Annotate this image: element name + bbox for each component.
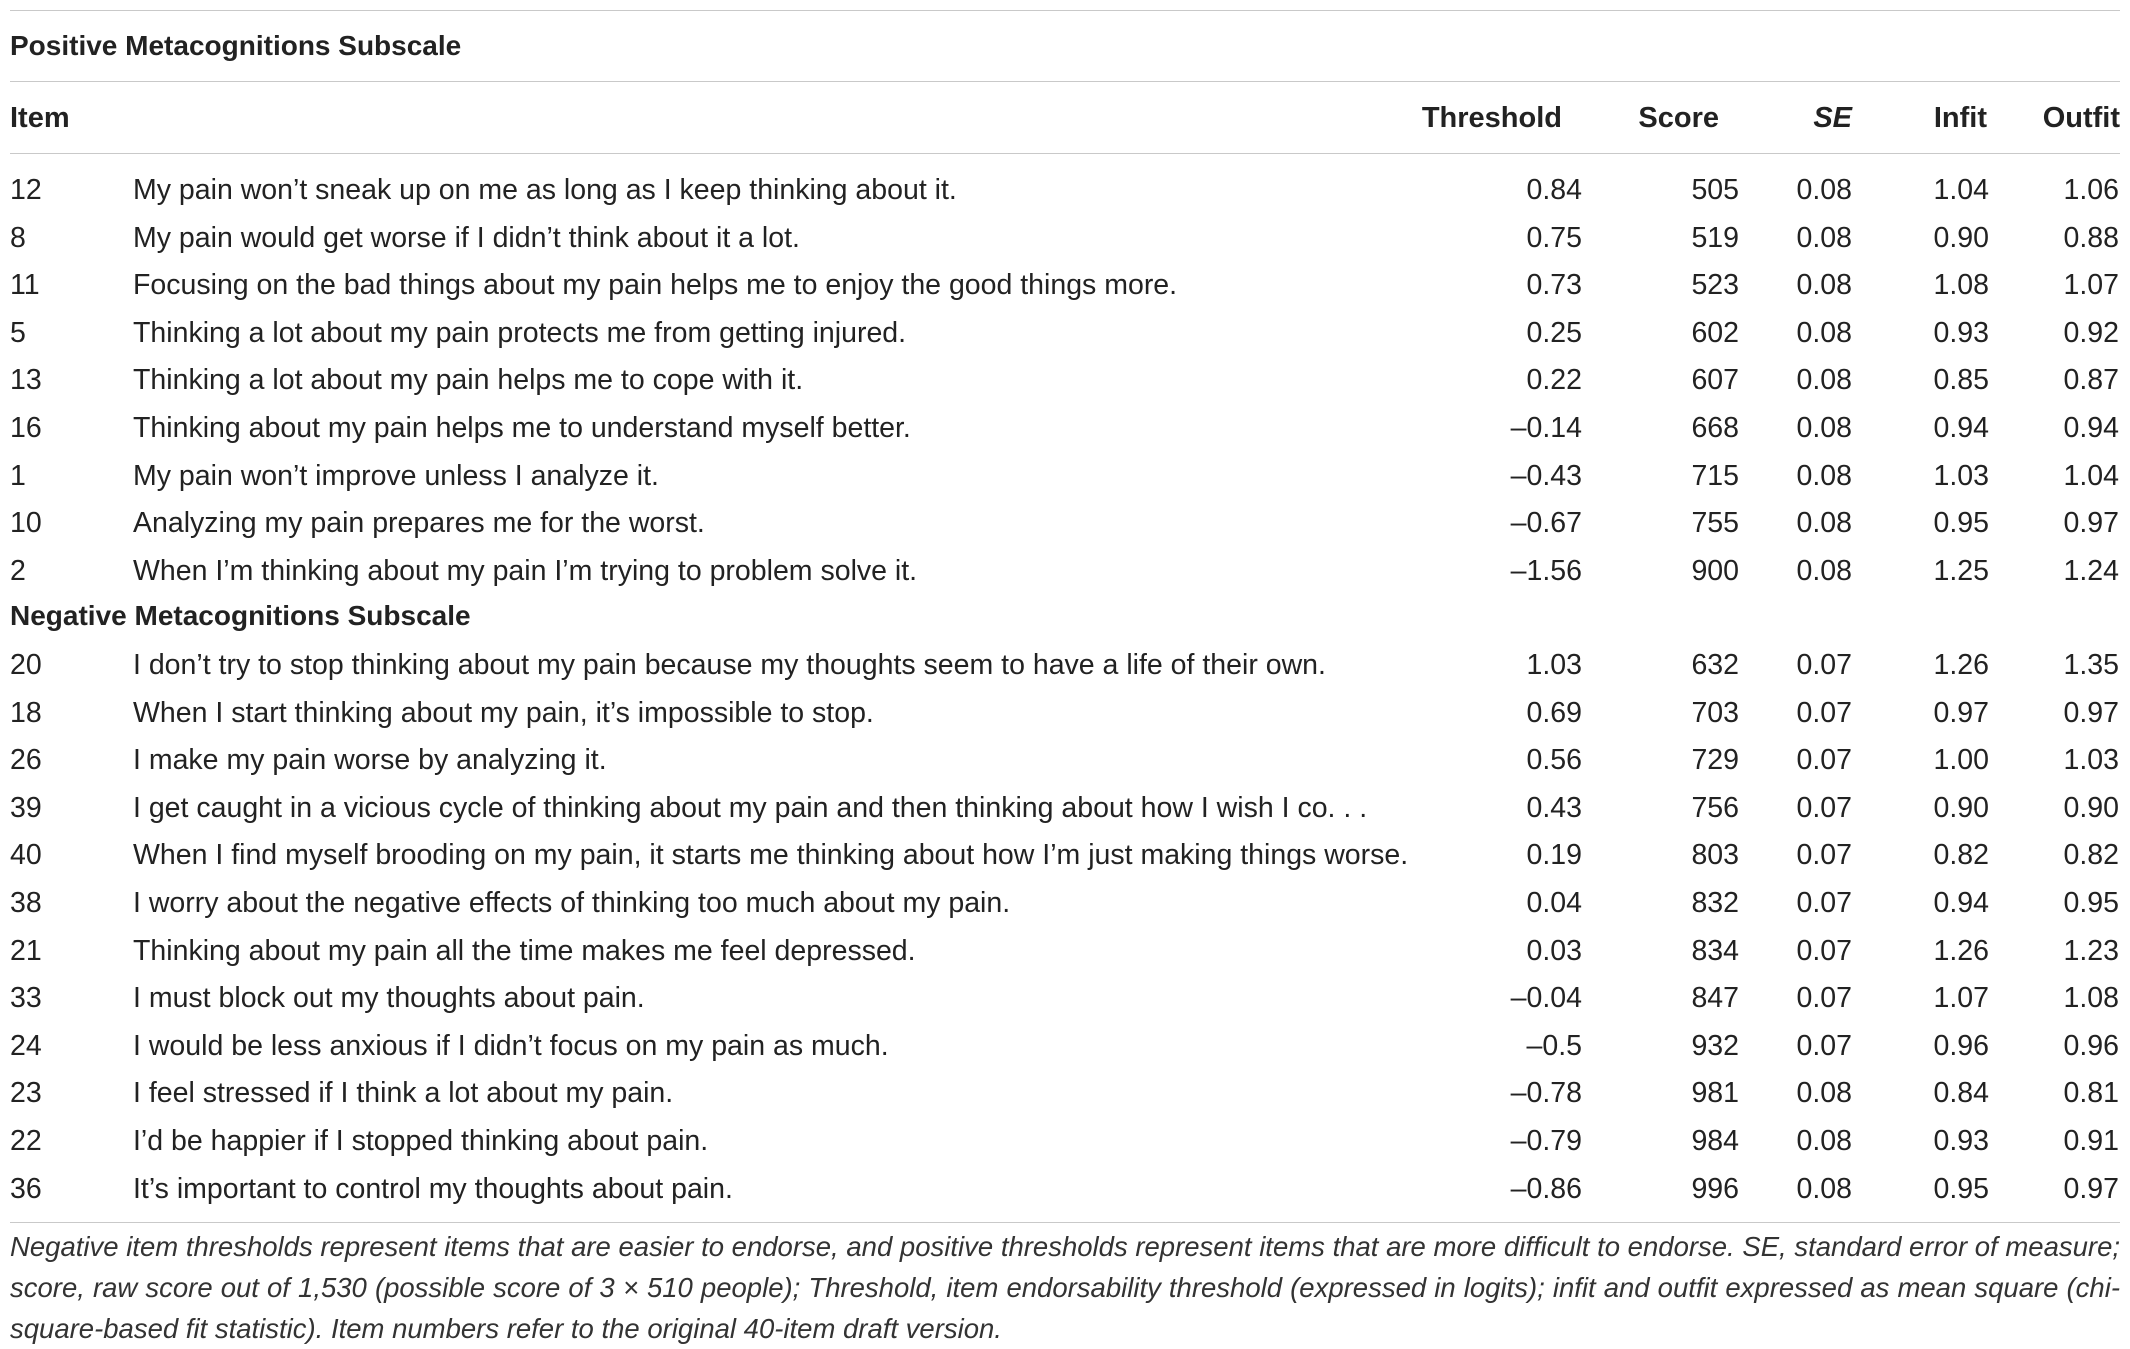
- item-text: When I’m thinking about my pain I’m trying to problem solve it.: [133, 554, 918, 587]
- table-row: [10, 311, 2120, 355]
- score-value: 602: [1691, 316, 1739, 349]
- infit-value: 0.90: [1933, 791, 1989, 824]
- item-column-header: Item: [10, 102, 70, 134]
- infit-value: 0.94: [1933, 887, 1989, 919]
- header-rule: [10, 153, 2120, 154]
- item-number: 5: [10, 316, 26, 349]
- se-value: 0.08: [1796, 1172, 1852, 1205]
- se-value: 0.07: [1796, 982, 1852, 1015]
- score-value: 900: [1691, 554, 1739, 587]
- table-row: [10, 454, 2120, 498]
- outfit-value: 1.35: [2063, 649, 2119, 681]
- item-text: My pain won’t sneak up on me as long as I keep thinking about it.: [133, 174, 957, 206]
- negative-subscale-title: Negative Metacognitions Subscale: [10, 600, 471, 631]
- score-value: 505: [1691, 174, 1739, 206]
- item-text: It’s important to control my thoughts about pain.: [133, 1172, 733, 1205]
- table-row: [10, 691, 2120, 735]
- outfit-value: 0.90: [2063, 791, 2119, 824]
- score-value: 755: [1691, 507, 1739, 540]
- table-row: [10, 786, 2120, 830]
- item-text: I make my pain worse by analyzing it.: [133, 744, 607, 777]
- item-number: 24: [10, 1029, 42, 1062]
- threshold-value: 0.25: [1526, 316, 1582, 349]
- threshold-value: 0.03: [1526, 934, 1582, 967]
- item-text: Thinking about my pain all the time makes me feel depressed.: [133, 934, 916, 967]
- outfit-value: 1.08: [2063, 982, 2119, 1015]
- infit-value: 0.94: [1933, 412, 1989, 444]
- item-number: 12: [10, 174, 42, 206]
- threshold-value: 0.43: [1526, 791, 1582, 824]
- item-number: 18: [10, 696, 42, 729]
- item-number: 11: [10, 269, 40, 302]
- se-value: 0.08: [1796, 221, 1852, 254]
- threshold-value: 0.19: [1526, 839, 1582, 872]
- item-text: I feel stressed if I think a lot about my pain.: [133, 1077, 674, 1110]
- item-text: My pain would get worse if I didn’t think about it a lot.: [133, 221, 800, 254]
- outfit-column-header: Outfit: [2042, 102, 2120, 134]
- item-text: Focusing on the bad things about my pain helps me to enjoy the good things more.: [133, 269, 1178, 302]
- infit-value: 0.97: [1933, 696, 1989, 729]
- item-text: My pain won’t improve unless I analyze it.: [133, 459, 659, 492]
- se-value: 0.07: [1796, 744, 1852, 777]
- infit-value: 1.25: [1933, 554, 1989, 587]
- se-value: 0.07: [1796, 696, 1852, 729]
- score-value: 715: [1691, 459, 1739, 492]
- threshold-value: 0.04: [1526, 887, 1582, 919]
- item-text: When I find myself brooding on my pain, it starts me thinking about how I’m just making things worse.: [133, 839, 1409, 872]
- threshold-value: 0.73: [1526, 269, 1582, 302]
- score-value: 834: [1691, 934, 1739, 967]
- score-value: 607: [1691, 364, 1739, 397]
- table-row: [10, 738, 2120, 782]
- threshold-value: –0.04: [1510, 982, 1582, 1015]
- table-row: [10, 216, 2120, 260]
- score-value: 847: [1691, 982, 1739, 1015]
- item-number: 39: [10, 791, 42, 824]
- outfit-value: 0.82: [2063, 839, 2119, 872]
- score-value: 932: [1691, 1029, 1739, 1062]
- item-text: Analyzing my pain prepares me for the worst.: [133, 507, 705, 540]
- item-text: I get caught in a vicious cycle of thinking about my pain and then thinking about how I wish I co. . .: [133, 791, 1368, 824]
- score-value: 981: [1691, 1077, 1739, 1110]
- se-value: 0.07: [1796, 887, 1852, 919]
- se-value: 0.07: [1796, 1029, 1852, 1062]
- threshold-value: 0.56: [1526, 744, 1582, 777]
- se-value: 0.08: [1796, 1077, 1852, 1110]
- item-text: When I start thinking about my pain, it’s impossible to stop.: [133, 696, 874, 729]
- table-row: [10, 1071, 2120, 1115]
- se-value: 0.08: [1796, 1125, 1852, 1157]
- item-number: 2: [10, 554, 26, 587]
- se-value: 0.08: [1796, 459, 1852, 492]
- item-number: 23: [10, 1077, 42, 1110]
- table-row: [10, 833, 2120, 877]
- item-number: 36: [10, 1172, 42, 1205]
- table-header-row: [10, 96, 2120, 140]
- table-row: [10, 549, 2120, 593]
- table-row: [10, 1119, 2120, 1163]
- item-number: 16: [10, 412, 42, 444]
- table-row: [10, 1024, 2120, 1068]
- infit-column-header: Infit: [1933, 102, 1987, 134]
- threshold-value: –0.43: [1510, 459, 1582, 492]
- infit-value: 0.95: [1933, 1172, 1989, 1205]
- outfit-value: 1.23: [2063, 934, 2119, 967]
- threshold-value: –1.56: [1510, 554, 1582, 587]
- table-row: [10, 263, 2120, 307]
- item-number: 26: [10, 744, 42, 777]
- item-text: I worry about the negative effects of thinking too much about my pain.: [133, 887, 1011, 919]
- threshold-value: –0.79: [1510, 1125, 1582, 1157]
- score-value: 729: [1691, 744, 1739, 777]
- threshold-value: 0.84: [1526, 174, 1582, 206]
- infit-value: 0.93: [1933, 316, 1989, 349]
- infit-value: 1.03: [1933, 459, 1989, 492]
- threshold-value: 0.75: [1526, 221, 1582, 254]
- threshold-value: –0.78: [1510, 1077, 1582, 1110]
- table-row: [10, 168, 2120, 212]
- item-text: Thinking a lot about my pain helps me to cope with it.: [133, 364, 804, 397]
- bottom-rule: [10, 1222, 2120, 1223]
- outfit-value: 0.91: [2063, 1125, 2119, 1157]
- threshold-value: –0.86: [1510, 1172, 1582, 1205]
- outfit-value: 0.95: [2063, 887, 2119, 919]
- se-value: 0.07: [1796, 791, 1852, 824]
- score-value: 996: [1691, 1172, 1739, 1205]
- score-value: 984: [1691, 1125, 1739, 1157]
- infit-value: 0.93: [1933, 1125, 1989, 1157]
- item-number: 22: [10, 1125, 42, 1157]
- infit-value: 0.82: [1933, 839, 1989, 872]
- score-column-header: Score: [1638, 102, 1719, 134]
- outfit-value: 0.97: [2063, 696, 2119, 729]
- table-row: [10, 501, 2120, 545]
- top-rule: [10, 10, 2120, 11]
- infit-value: 0.85: [1933, 364, 1989, 397]
- score-value: 632: [1691, 649, 1739, 681]
- infit-value: 0.96: [1933, 1029, 1989, 1062]
- infit-value: 1.07: [1933, 982, 1989, 1015]
- score-value: 668: [1691, 412, 1739, 444]
- threshold-value: 0.22: [1526, 364, 1582, 397]
- table-row: [10, 406, 2120, 450]
- outfit-value: 0.92: [2063, 316, 2119, 349]
- infit-value: 1.26: [1933, 934, 1989, 967]
- se-value: 0.07: [1796, 934, 1852, 967]
- score-value: 756: [1691, 791, 1739, 824]
- item-text: I don’t try to stop thinking about my pain because my thoughts seem to have a life of their own.: [133, 649, 1326, 681]
- item-number: 13: [10, 364, 42, 397]
- item-number: 8: [10, 221, 26, 254]
- table-row: [10, 1167, 2120, 1211]
- threshold-value: 0.69: [1526, 696, 1582, 729]
- se-value: 0.08: [1796, 316, 1852, 349]
- infit-value: 0.95: [1933, 507, 1989, 540]
- infit-value: 0.90: [1933, 221, 1989, 254]
- item-number: 40: [10, 839, 42, 872]
- item-number: 10: [10, 507, 42, 540]
- item-number: 38: [10, 887, 42, 919]
- infit-value: 1.00: [1933, 744, 1989, 777]
- item-number: 33: [10, 982, 42, 1015]
- outfit-value: 0.97: [2063, 507, 2119, 540]
- infit-value: 1.08: [1933, 269, 1989, 302]
- score-value: 703: [1691, 696, 1739, 729]
- outfit-value: 0.96: [2063, 1029, 2119, 1062]
- score-value: 832: [1691, 887, 1739, 919]
- threshold-value: –0.14: [1510, 412, 1582, 444]
- table-row: [10, 358, 2120, 402]
- infit-value: 0.84: [1933, 1077, 1989, 1110]
- se-value: 0.08: [1796, 174, 1852, 206]
- se-value: 0.07: [1796, 839, 1852, 872]
- se-value: 0.08: [1796, 269, 1852, 302]
- outfit-value: 0.94: [2063, 412, 2119, 444]
- se-value: 0.08: [1796, 412, 1852, 444]
- item-number: 20: [10, 649, 42, 681]
- positive-subscale-title: Positive Metacognitions Subscale: [10, 30, 462, 61]
- threshold-value: 1.03: [1526, 649, 1582, 681]
- threshold-value: –0.67: [1510, 507, 1582, 540]
- table-row: [10, 881, 2120, 925]
- item-text: I must block out my thoughts about pain.: [133, 982, 645, 1015]
- outfit-value: 1.24: [2063, 554, 2119, 587]
- score-value: 523: [1691, 269, 1739, 302]
- outfit-value: 0.97: [2063, 1172, 2119, 1205]
- score-value: 519: [1691, 221, 1739, 254]
- outfit-value: 1.06: [2063, 174, 2119, 206]
- outfit-value: 0.81: [2063, 1077, 2119, 1110]
- table-footnote: Negative item thresholds represent items that are easier to endorse, and positive thresholds represent items that are more difficult to endorse. SE, standard error of measure; score, raw score out of 1,530 (possible score of 3 × 510 people); Threshold, item endorsability threshold (expressed in logits); infit and outfit expressed as mean square (chi-square-based fit statistic). Item numbers refer to the original 40-item draft version.: [10, 1231, 2120, 1344]
- infit-value: 1.26: [1933, 649, 1989, 681]
- table-row: [10, 929, 2120, 973]
- score-value: 803: [1691, 839, 1739, 872]
- se-column-header: SE: [1813, 102, 1852, 134]
- table-row: [10, 643, 2120, 687]
- outfit-value: 1.03: [2063, 744, 2119, 777]
- outfit-value: 1.07: [2063, 269, 2119, 302]
- threshold-column-header: Threshold: [1421, 102, 1562, 134]
- se-value: 0.08: [1796, 507, 1852, 540]
- item-text: I would be less anxious if I didn’t focus on my pain as much.: [133, 1029, 889, 1062]
- item-text: Thinking a lot about my pain protects me from getting injured.: [133, 316, 907, 349]
- infit-value: 1.04: [1933, 174, 1989, 206]
- title-rule: [10, 81, 2120, 82]
- outfit-value: 0.88: [2063, 221, 2119, 254]
- outfit-value: 1.04: [2063, 459, 2119, 492]
- se-value: 0.08: [1796, 554, 1852, 587]
- se-value: 0.08: [1796, 364, 1852, 397]
- table-row: [10, 976, 2120, 1020]
- se-value: 0.07: [1796, 649, 1852, 681]
- item-text: Thinking about my pain helps me to understand myself better.: [133, 412, 911, 444]
- item-number: 1: [10, 459, 26, 492]
- item-number: 21: [10, 934, 42, 967]
- threshold-value: –0.5: [1526, 1029, 1582, 1062]
- item-text: I’d be happier if I stopped thinking about pain.: [133, 1125, 709, 1157]
- outfit-value: 0.87: [2063, 364, 2119, 397]
